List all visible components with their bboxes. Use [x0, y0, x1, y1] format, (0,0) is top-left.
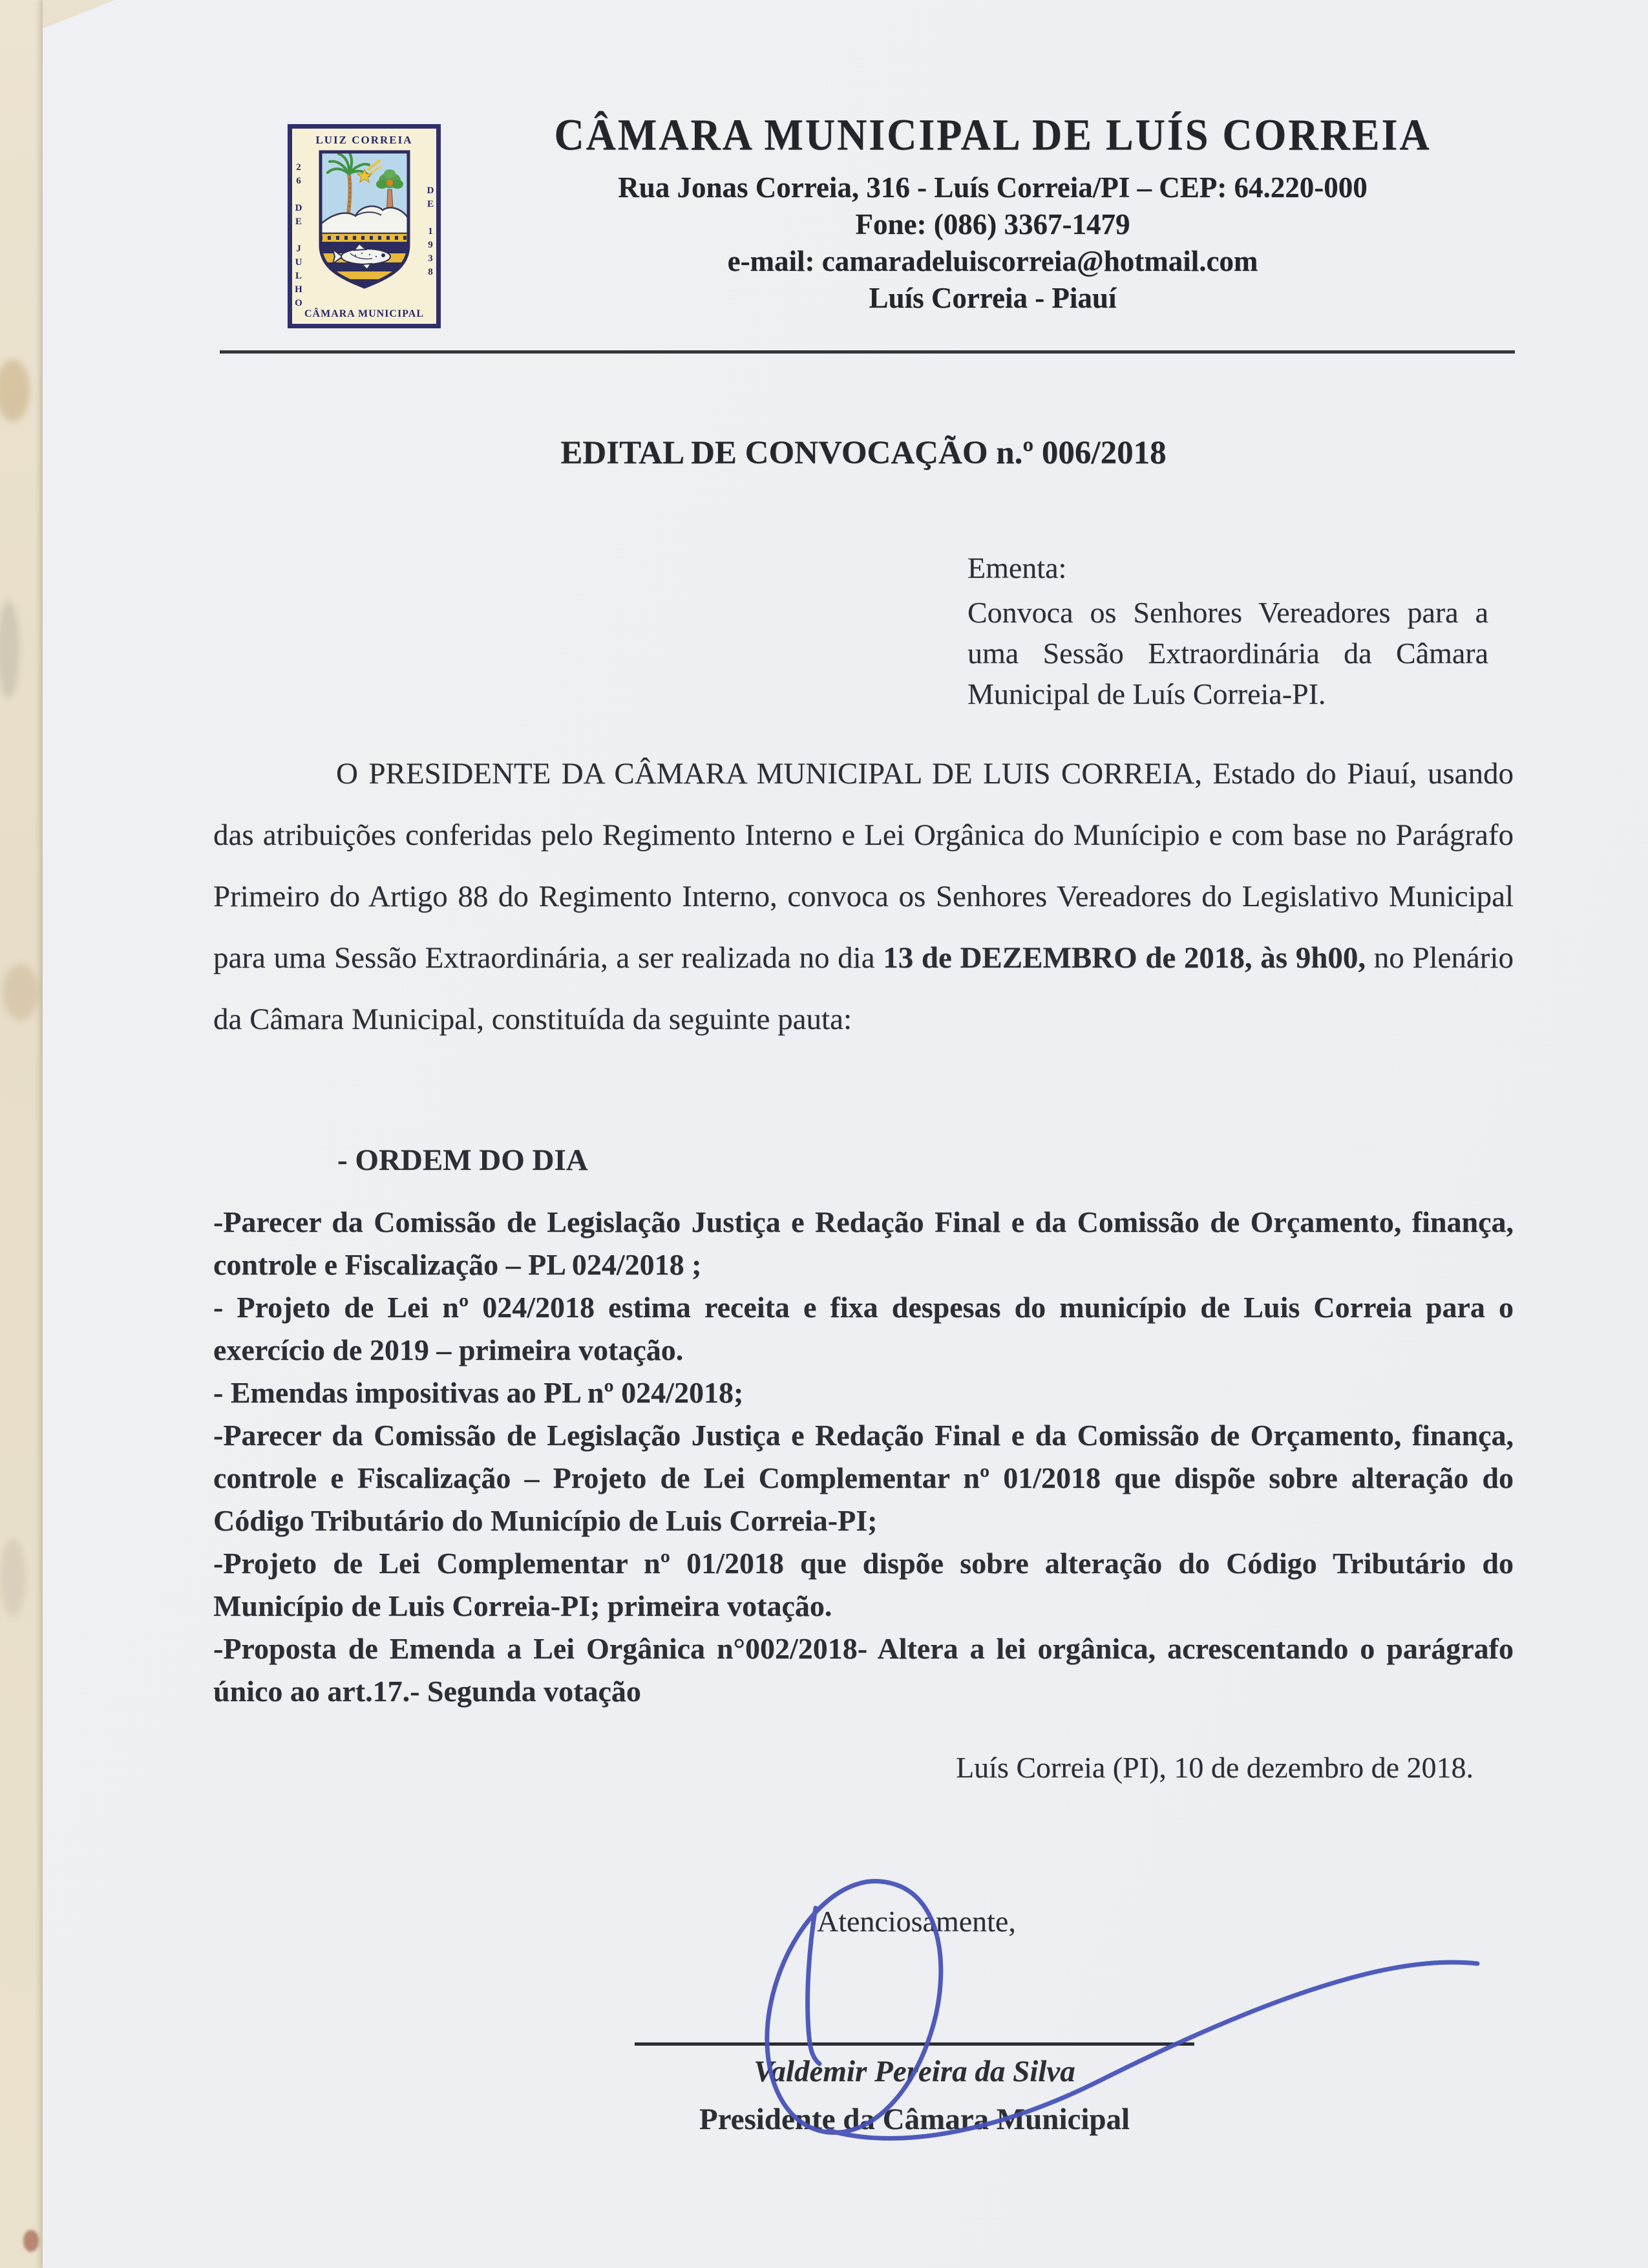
coat-of-arms-bottom-label: CÂMARA MUNICIPAL — [304, 308, 425, 319]
letterhead-divider — [220, 350, 1515, 354]
agenda-list — [213, 1201, 1514, 1713]
agenda-item: -Parecer da Comissão de Legislação Justiça e Redação Final e da Comissão de Orçamento, finança, controle e Fiscalização – Projeto de Lei Complementar nº 01/2018 que dispõe sobre alteração do Código Tributário do Município de Luis Correia-PI; — [213, 1419, 1514, 1537]
closing-salutation: Atenciosamente, — [817, 1905, 1016, 1938]
handwritten-signature — [730, 1855, 1506, 2159]
agenda-item: - Emendas impositivas ao PL nº 024/2018; — [213, 1376, 744, 1409]
letterhead — [446, 110, 1539, 317]
org-address: Rua Jonas Correia, 316 - Luís Correia/PI – CEP: 64.220-000 — [618, 171, 1368, 204]
coat-of-arms — [288, 124, 441, 328]
agenda-item: - Projeto de Lei nº 024/2018 estima receita e fixa despesas do município de Luis Correia para o exercício de 2019 – primeira votação. — [213, 1291, 1514, 1366]
paper-stain — [23, 2230, 39, 2252]
signer-role: Presidente da Câmara Municipal — [699, 2103, 1130, 2136]
coat-of-arms-right-label: DE 1938 — [425, 185, 436, 281]
body-paragraph — [213, 743, 1514, 1050]
body-text: O PRESIDENTE DA CÂMARA MUNICIPAL DE LUIS CORREIA, Estado do Piauí, usando das atribuições conferidas pelo Regimento Interno e Lei Orgânica do Munícipio e com base no Parágrafo Primeiro do Artigo 88 do Regimento Interno, convoca os Senhores Vereadores do Legislativo Municipal para uma Sessão Extraordinária, a ser realizada no dia — [213, 757, 1514, 975]
signer-name: Valdemir Pereira da Silva — [754, 2055, 1075, 2088]
paper-stain — [3, 964, 39, 1020]
paper-stain — [0, 1538, 26, 1616]
org-city: Luís Correia - Piauí — [869, 282, 1117, 314]
scanner-backing — [0, 0, 43, 2268]
coat-of-arms-top-label: LUIZ CORREIA — [315, 134, 413, 146]
date-line: Luís Correia (PI), 10 de dezembro de 2018. — [956, 1751, 1474, 1784]
shield-illustration — [317, 148, 412, 291]
agenda-heading: - ORDEM DO DIA — [337, 1143, 588, 1177]
agenda-item: -Parecer da Comissão de Legislação Justiça e Redação Final e da Comissão de Orçamento, finança, controle e Fiscalização – PL 024/2018 ; — [213, 1205, 1514, 1281]
agenda-item: -Proposta de Emenda a Lei Orgânica n°002/2018- Altera a lei orgânica, acrescentando o parágrafo único ao art.17.- Segunda votação — [213, 1632, 1514, 1708]
ementa-label: Ementa: — [967, 551, 1067, 584]
session-datetime: 13 de DEZEMBRO de 2018, às 9h00, — [883, 941, 1366, 975]
coat-of-arms-left-label: 26 DE JULHO — [293, 162, 304, 312]
paper-stain — [0, 359, 30, 421]
org-phone: Fone: (086) 3367-1479 — [855, 208, 1130, 240]
agenda-item: -Projeto de Lei Complementar nº 01/2018 que dispõe sobre alteração do Código Tributário do Município de Luis Correia-PI; primeira votação. — [213, 1547, 1514, 1622]
org-email: e-mail: camaradeluiscorreia@hotmail.com — [727, 245, 1258, 277]
org-name: CÂMARA MUNICIPAL DE LUÍS CORREIA — [554, 110, 1431, 160]
body-text-end: no Plenário da Câmara Municipal, constituída da seguinte pauta: — [213, 941, 1514, 1036]
document-title: EDITAL DE CONVOCAÇÃO n.º 006/2018 — [560, 435, 1167, 471]
paper-stain — [0, 601, 19, 698]
ementa-text: Convoca os Senhores Vereadores para a uma Sessão Extraordinária da Câmara Municipal de Luís Correia-PI. — [967, 596, 1488, 710]
